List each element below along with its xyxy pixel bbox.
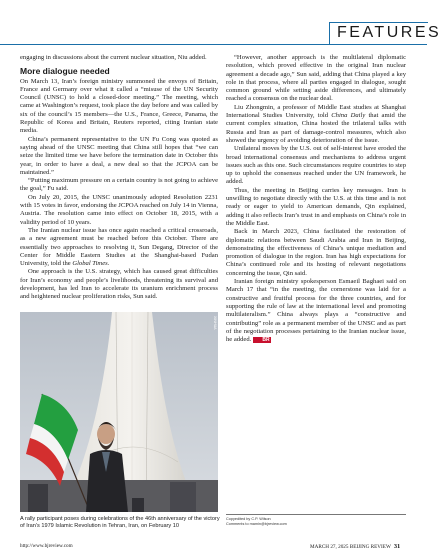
paragraph: Thus, the meeting in Beijing carries key messages. Iran is unwilling to negotiate directly with the U.S. at this time and is not ready or eager to yield to American demands, Qin explained, adding it also reflects Iran’s trust in and emphasis on China’s role in the Middle East. [226,186,406,227]
footer-url[interactable]: http://www.bjreview.com [20,543,73,549]
rally-photo [20,312,218,512]
paragraph: Unilateral moves by the U.S. out of self-interest have eroded the broad international consensus and mechanisms to address urgent issues such as this one. Such circumstances require countries to step up to uphold the consensus reached under the UN framework, he added. [226,145,406,186]
paragraph: On July 20, 2015, the UNSC unanimously adopted Resolution 2231 with 15 votes in favor, endorsing the JCPOA reached on July 14 in Vienna, Austria. The resolution came into effect on October 18, 2015, with a validity period of 10 years. [20,193,218,226]
paragraph: China’s permanent representative to the UN Fu Cong was quoted as saying ahead of the UNSC meeting that China still hopes that “we can seize the limited time we have before the termination date in October this year, in order to have a deal, a new deal so that the JCPOA can be maintained.” [20,135,218,176]
rally-photo-illustration [20,312,218,512]
punctuation: . [107,260,110,268]
paragraph-text: Liu Zhongmin, a professor of Middle East studies at Shanghai International Studies University, told [226,103,406,120]
comments-line: Comments to mamin@bjreview.com [226,522,287,526]
right-column [226,54,406,344]
section-title: FEATURES [337,24,441,41]
photo-credit: XINHUA [213,316,217,330]
publication-name: Global Times [72,260,108,268]
footer-issue [310,543,400,550]
paragraph: One approach is the U.S. strategy, which has caused great difficulties for Iran’s economy and people’s livelihoods, threatening its survival and development, has led Iran to accelerate its uranium enrichment process and heightened nuclear proliferation risks, Sun said. [20,268,218,301]
photo-caption: A rally participant poses during celebrations of the 46th anniversary of the victory of Iran’s 1979 Islamic Revolution in Tehran, Iran, on February 10 [20,516,220,529]
header-rule [0,44,427,45]
copyright-box [226,514,406,527]
subheading: More dialogue needed [20,66,110,77]
copyedit-line: Copyedited by C.P. Wilson [226,517,271,521]
paragraph: On March 13, Iran’s foreign ministry summoned the envoys of Britain, France and Germany over what it called a “misuse of the UN Security Council (UNSC) to hold a closed-door meeting.” The meeting, which came at Washington’s request, took place the day before and was called by six of the council’s 15 members—the U.S., France, Greece, Panama, the Republic of Korea and Britain, Reuters reported, citing Iranian state media. [20,77,218,135]
paragraph [226,104,406,145]
paragraph: “However, another approach is the multilateral diplomatic resolution, which proved effective in the original Iran nuclear agreement a decade ago,” Sun said, adding that China played a key role in that process, where all parties engaged in dialogue, sought common ground while setting aside differences, and ultimately reached a consensus on the nuclear deal. [226,54,406,103]
paragraph: engaging in discussions about the current nuclear situation, Niu added. [20,54,207,61]
paragraph-text: that amid the current complex situation, China hosted the trilateral talks with Russia and Iran as part of damage-control measures, which also showed the urgency of avoiding deterioration of the issue. [226,112,407,144]
paragraph: “Putting maximum pressure on a certain country is not going to achieve the goal,” Fu said. [20,177,218,193]
page-number: 31 [393,543,401,550]
paragraph [226,278,406,344]
issue-label: MARCH 27, 2025 BEIJING REVIEW [310,544,391,550]
paragraph [20,227,218,268]
paragraph: Back in March 2023, China facilitated the restoration of diplomatic relations between Saudi Arabia and Iran in Beijing, demonstrating the effectiveness of China’s unique mediation and promotion of dialogue in the region. Iran has high expectations for China’s continued role and its hosting of relevant negotiations concerning the issue, Qin said. [226,228,406,277]
paragraph-text: The Iranian nuclear issue has once again reached a critical crossroads, as a new agreement must be reached before this October. There are essentially two approaches to resolving it, Sun Degang, Director of the Center for Middle Eastern Studies at the Shanghai-based Fudan University, told the [20,226,218,268]
paragraph-text: Iranian foreign ministry spokesperson Esmaeil Baghaei said on March 17 that “in the meeting, the cornerstone was laid for a constructive and fruitful process for the three countries, and for supporting the rule of law at the international level and promoting multilateralism.” China always plays a “constructive and contributing” role as a permanent member of the UNSC and as part of the negotiation processes pertaining to the Iranian nuclear issue, he added. [226,278,406,344]
left-column [20,54,218,302]
publication-name: China Daily [331,112,366,120]
end-mark-logo: BR [253,337,271,343]
